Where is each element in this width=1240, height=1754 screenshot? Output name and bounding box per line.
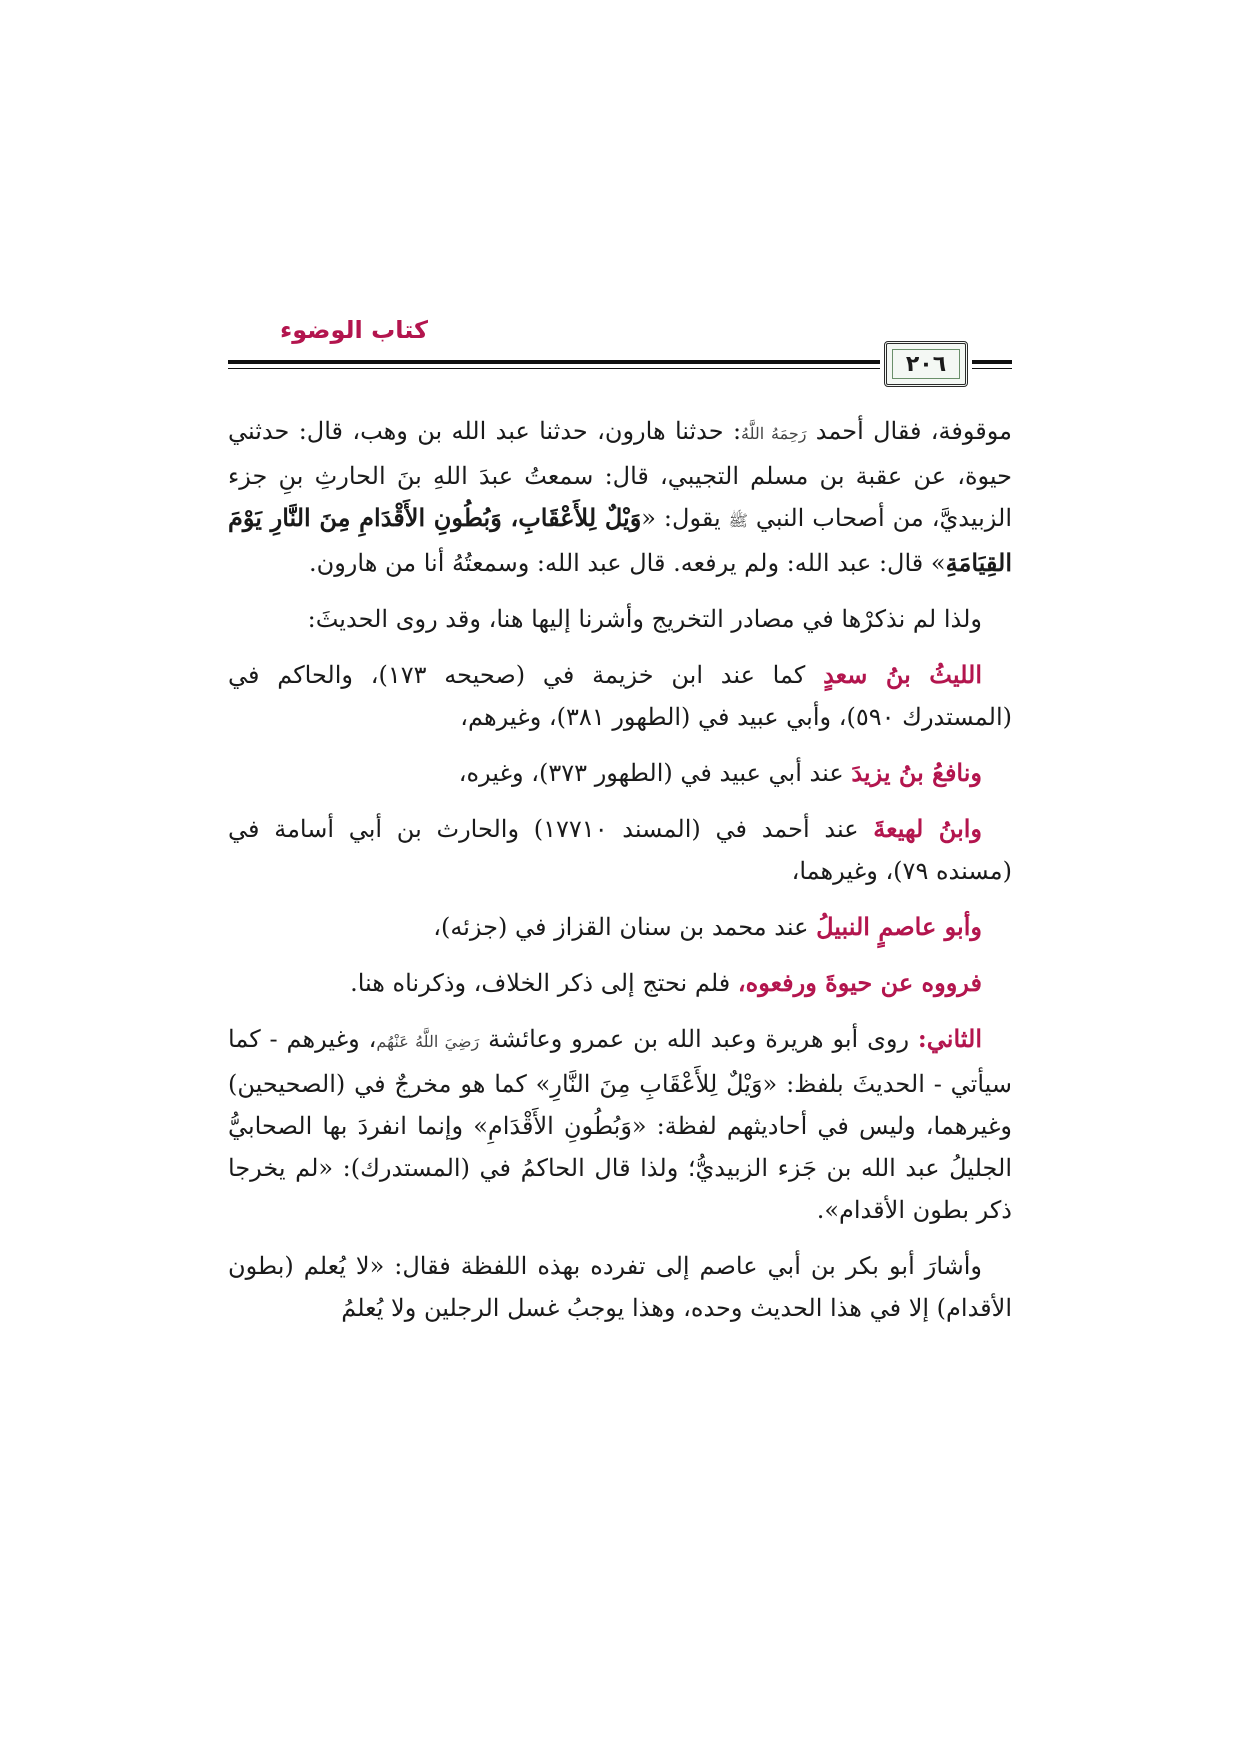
paragraph-second [228, 1018, 1012, 1231]
body-text [228, 410, 1012, 1343]
paragraph-narrator-1 [228, 654, 1012, 738]
text: عند أبي عبيد في (الطهور ٣٧٣)، وغيره، [458, 759, 852, 787]
text: عند أحمد في (المسند ١٧٧١٠) والحارث بن أبي أسامة في (مسنده ٧٩)، وغيرهما، [228, 815, 1012, 885]
paragraph-last: وأشارَ أبو بكر بن أبي عاصم إلى تفرده بهذه اللفظة فقال: «لا يُعلم (بطون الأقدام) إلا في هذا الحديث وحده، وهذا يوجبُ غسل الرجلين ولا يُعلمُ [228, 1252, 1012, 1322]
header-rule [228, 360, 880, 364]
header-rule-right [972, 360, 1012, 364]
header-rule-right-thin [972, 368, 1012, 369]
page-number-frame [884, 341, 968, 387]
hadith-text: وَيْلٌ لِلأَعْقَابِ، وَبُطُونِ الأَقْدَامِ مِنَ النَّارِ يَوْمَ القِيَامَةِ [228, 503, 1012, 577]
narrator-name: الليثُ بنُ سعدٍ [823, 660, 982, 689]
page-number: ٢٠٦ [892, 349, 960, 379]
narrator-name: وابنُ لهيعةَ [873, 814, 982, 843]
honorific: رَحِمَهُ اللَّهُ [741, 424, 807, 443]
header-rule-thin [228, 368, 880, 369]
text: كما عند ابن خزيمة في (صحيحه ١٧٣)، والحاكم في (المستدرك ٥٩٠)، وأبي عبيد في (الطهور ٣٨١)، وغيرهم، [228, 661, 1012, 731]
book-title: كتاب الوضوء [279, 316, 428, 344]
paragraph-narrator-2 [228, 752, 1012, 794]
text: : حدثنا هارون، حدثنا عبد الله بن وهب، قال: حدثني حيوة، عن عقبة بن مسلم التجيبي، قال: سمعتُ عبدَ اللهِ بنَ الحارثِ بنِ جزء الزبيديَّ، من أصحاب النبي [228, 417, 1012, 532]
highlight-text: فرووه عن حيوةَ ورفعوه، [737, 968, 982, 997]
text: يقول: « [641, 504, 729, 532]
paragraph-2: ولذا لم نذكرْها في مصادر التخريج وأشرنا إليها هنا، وقد روى الحديثَ: [307, 605, 982, 633]
honorific: رَضِيَ اللَّهُ عَنْهُم [376, 1032, 480, 1051]
paragraph-1 [228, 410, 1012, 584]
section-label: الثاني: [917, 1024, 982, 1053]
narrator-name: ونافعُ بنُ يزيدَ [851, 758, 982, 787]
paragraph-narrator-3 [228, 808, 1012, 892]
text: روى أبو هريرة وعبد الله بن عمرو وعائشة [479, 1025, 918, 1053]
text: عند محمد بن سنان القزاز في (جزئه)، [433, 913, 817, 941]
paragraph-conclusion [228, 962, 1012, 1004]
text: ، وغيرهم - كما سيأتي - الحديثَ بلفظ: «وَيْلٌ لِلأَعْقَابِ مِنَ النَّارِ» كما هو مخرجٌ في (الصحيحين) وغيرهما، وليس في أحاديثهم لفظة: «وَبُطُونِ الأَقْدَامِ» وإنما انفردَ بها الصحابيُّ الجليلُ عبد الله بن جَزء الزبيديُّ؛ ولذا قال الحاكمُ في (المستدرك): «لم يخرجا ذكر بطون الأقدام». [228, 1025, 1012, 1224]
paragraph-narrator-4 [228, 906, 1012, 948]
text: موقوفة، فقال أحمد [806, 417, 1013, 445]
honorific: ﷺ [728, 511, 748, 530]
narrator-name: وأبو عاصمٍ النبيلُ [816, 912, 982, 941]
text: فلم نحتج إلى ذكر الخلاف، وذكرناه هنا. [350, 969, 738, 997]
text: » قال: عبد الله: ولم يرفعه. قال عبد الله: وسمعتُهُ أنا من هارون. [308, 549, 946, 577]
